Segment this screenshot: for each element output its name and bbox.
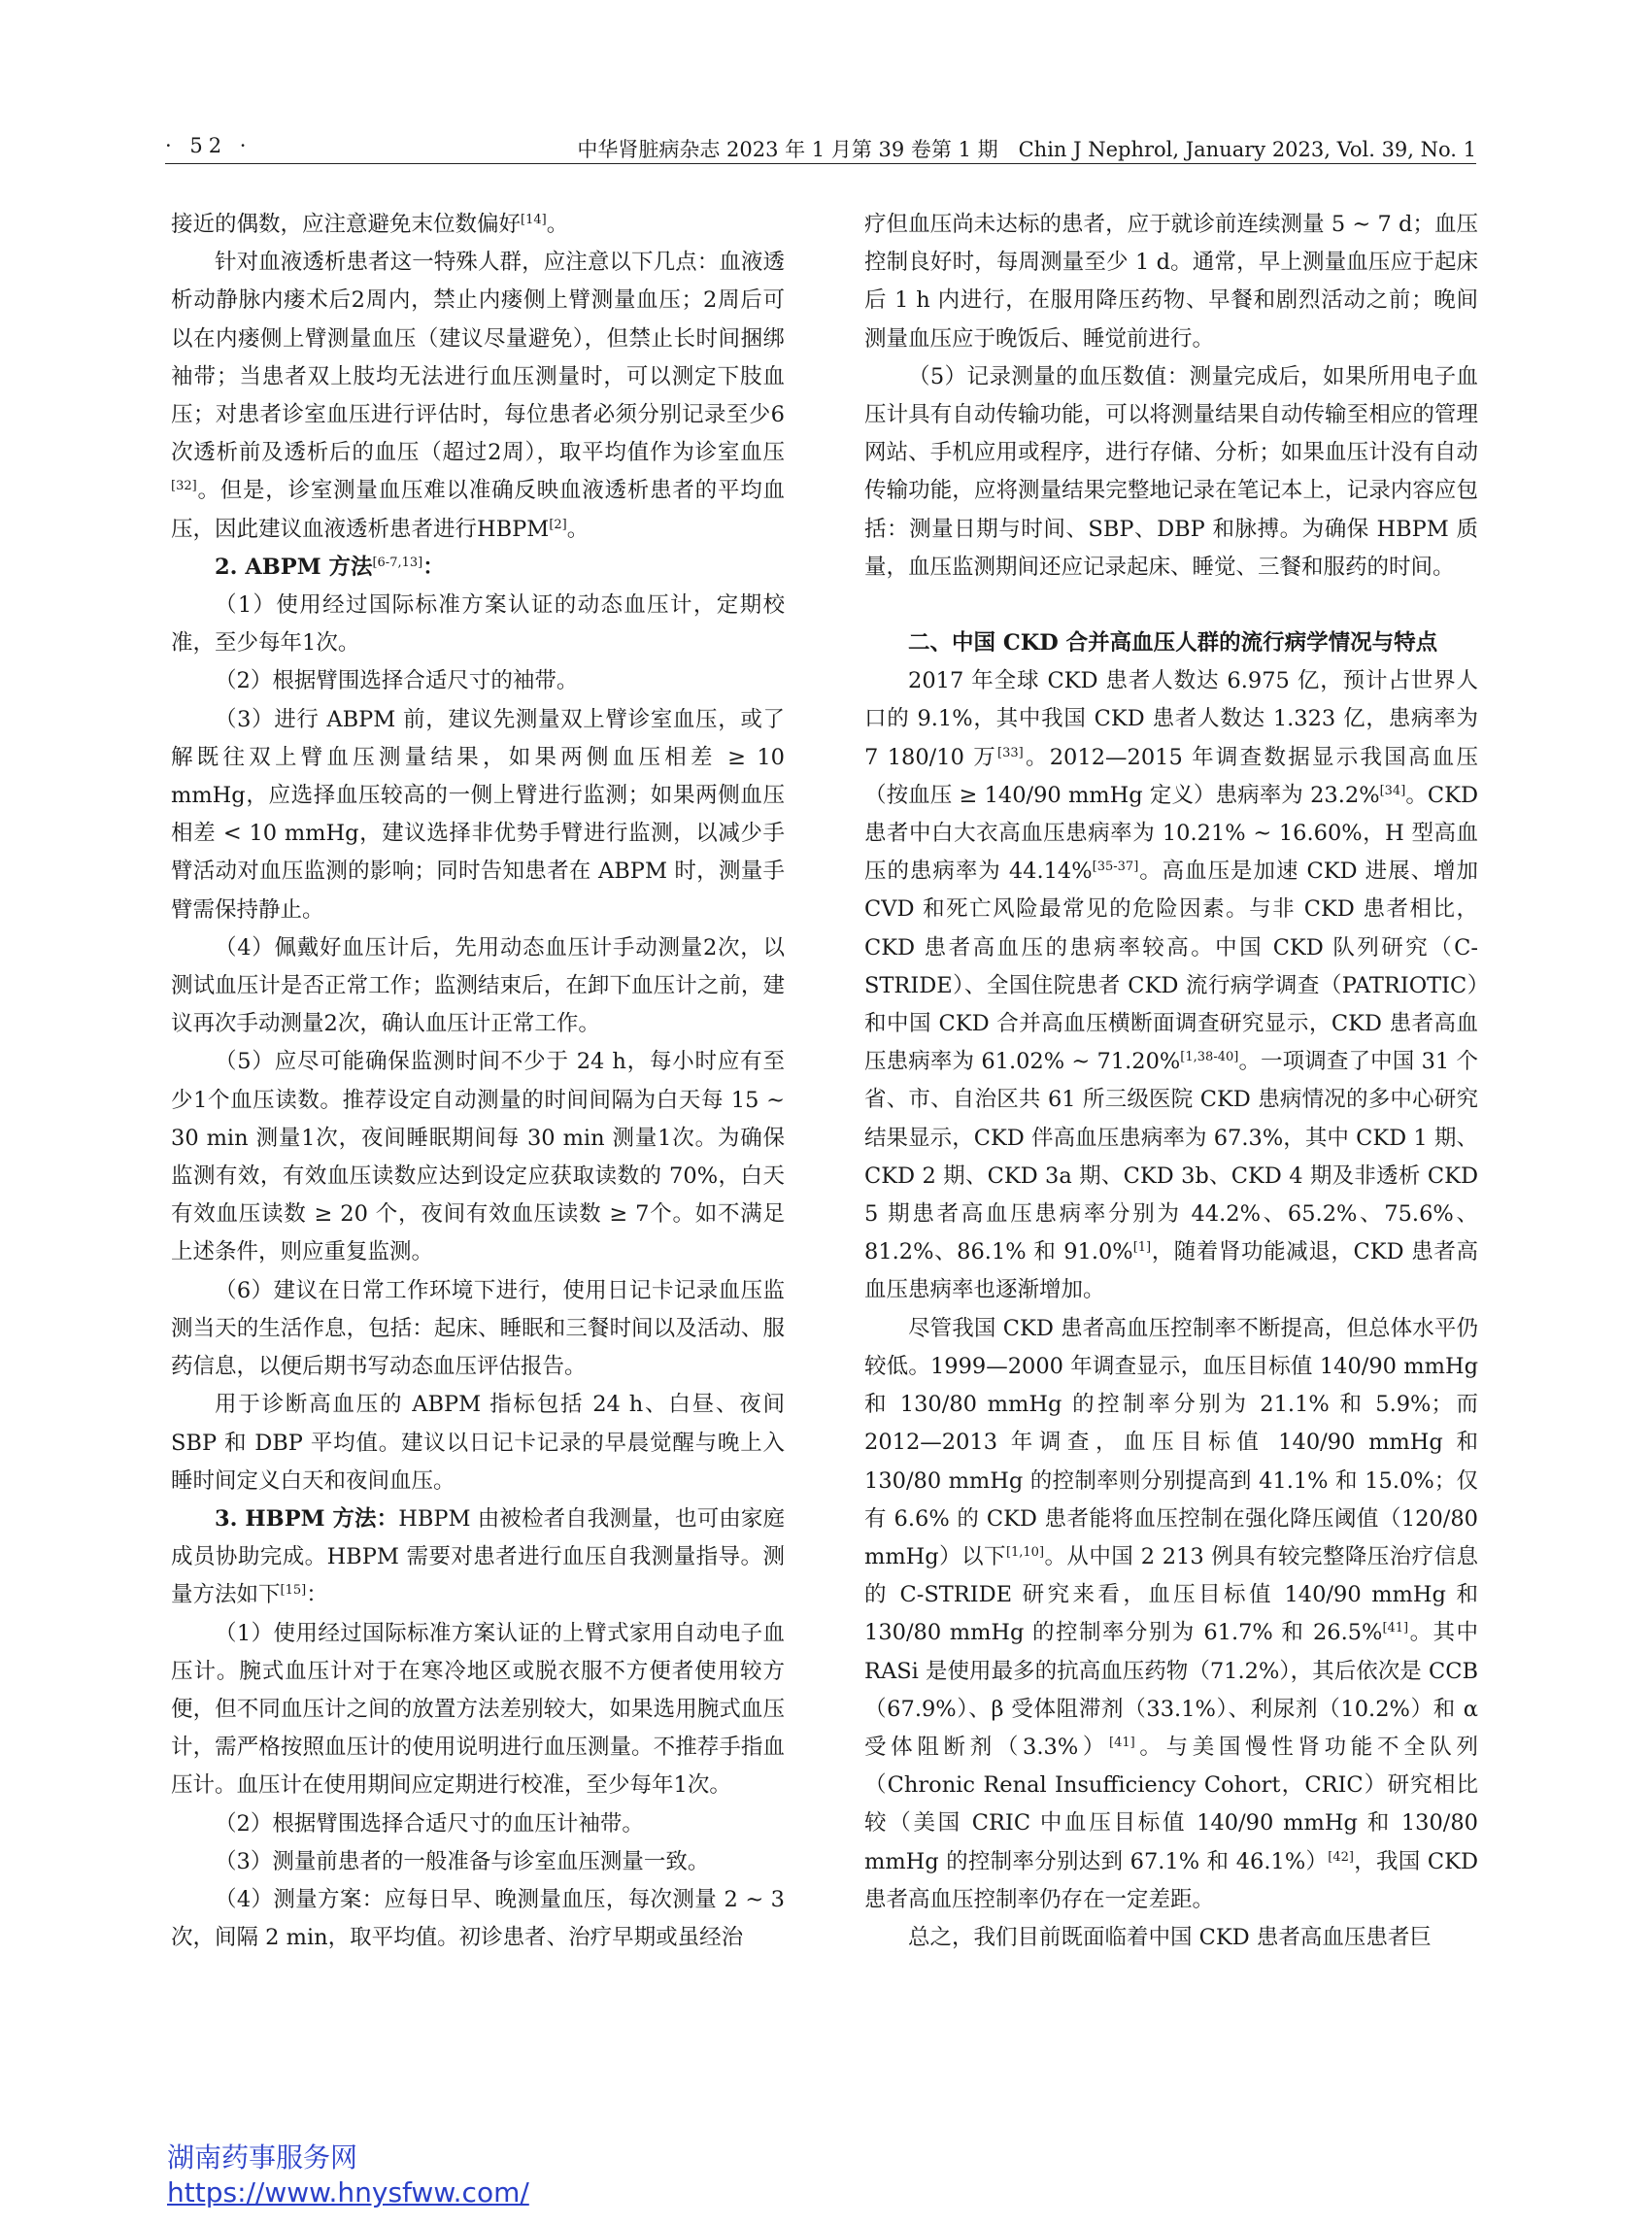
paragraph-continued: 疗但血压尚未达标的患者，应于就诊前连续测量 5 ~ 7 d；血压控制良好时，每周测量至少 1 d。通常，早上测量血压应于起床后 1 h 内进行，在服用降压药物、早餐和剧烈活动之前；晚间测量血压应于晚饭后、睡觉前进行。 — [864, 212, 1478, 352]
citation: [6-7,13] — [372, 555, 423, 570]
abpm-item-6: （6）建议在日常工作环境下进行，使用日记卡记录血压监测当天的生活作息，包括：起床、睡眠和三餐时间以及活动、服药信息，以便后期书写动态血压评估报告。 — [171, 1277, 785, 1380]
citation: [14] — [521, 213, 547, 227]
hbpm-item-1: （1）使用经过国际标准方案认证的上臂式家用自动电子血压计。腕式血压计对于在寒冷地区或脱衣服不方便者使用较方便，但不同血压计之间的放置方法差别较大，如果选用腕式血压计，需严格按照血压计的使用说明进行血压测量。不推荐手指血压计。血压计在使用期间应定期进行校准，至少每年1次。 — [171, 1620, 785, 1799]
citation: [42] — [1328, 1849, 1354, 1865]
abpm-item-1: （1）使用经过国际标准方案认证的动态血压计，定期校准，至少每年1次。 — [171, 592, 785, 657]
citation: [41] — [1382, 1621, 1409, 1636]
citation: [1] — [1132, 1240, 1152, 1256]
watermark-url[interactable]: https://www.hnysfww.com/ — [167, 2176, 529, 2208]
abpm-item-4: （4）佩戴好血压计后，先用动态血压计手动测量2次，以测试血压计是否正常工作；监测结束后，在卸下血压计之前，建议再次手动测量2次，确认血压计正常工作。 — [171, 934, 785, 1037]
citation: [15] — [280, 1583, 307, 1599]
citation: [33] — [997, 745, 1024, 760]
watermark — [167, 2141, 529, 2210]
citation: [1,10] — [1005, 1544, 1045, 1560]
citation: [41] — [1109, 1735, 1135, 1750]
paragraph-prevalence: 2017 年全球 CKD 患者人数达 6.975 亿，预计占世界人口的 9.1%，其中我国 CKD 患者人数达 1.323 亿，患病率为 7 180/10 万[33]。2012—2015 年调查数据显示我国高血压（按血压 ≥ 140/90 mmHg 定义）患病率为 23.2%[34]。CKD 患者中白大衣高血压患病率为 10.21% ~ 16.60%，H 型高血压的患病率为 44.14%[35-37]。高血压是加速 CKD 进展、增加 CVD 和死亡风险最常见的危险因素。与非 CKD 患者相比，CKD 患者高血压的患病率较高。中国 CKD 队列研究（C-STRIDE）、全国住院患者 CKD 流行病学调查（PATRIOTIC）和中国 CKD 合并高血压横断面调查研究显示，CKD 患者高血压患病率为 61.02% ~ 71.20%[1,38-40]。一项调查了中国 31 个省、市、自治区共 61 所三级医院 CKD 患病情况的多中心研究结果显示，CKD 伴高血压患病率为 67.3%，其中 CKD 1 期、CKD 2 期、CKD 3a 期、CKD 3b、CKD 4 期及非透析 CKD 5 期患者高血压患病率分别为 44.2%、65.2%、75.6%、81.2%、86.1% 和 91.0%[1]，随着肾功能减退，CKD 患者高血压患病率也逐渐增加。 — [864, 668, 1478, 1303]
citation: [34] — [1379, 783, 1406, 798]
abpm-item-5: （5）应尽可能确保监测时间不少于 24 h，每小时应有至少1个血压读数。推荐设定自动测量的时间间隔为白天每 15 ~ 30 min 测量1次，夜间睡眠期间每 30 min 测量1次。为确保监测有效，有效血压读数应达到设定应获取读数的 70%，白天有效血压读数 ≥ 20 个，夜间有效血压读数 ≥ 7个。如不满足上述条件，则应重复监测。 — [171, 1049, 785, 1265]
citation: [32] — [171, 479, 197, 494]
right-column — [864, 206, 1478, 1957]
abpm-item-2: （2）根据臂围选择合适尺寸的袖带。 — [215, 668, 579, 694]
watermark-site-name: 湖南药事服务网 — [167, 2141, 358, 2174]
abpm-heading: 2. ABPM 方法[6-7,13]： — [215, 554, 445, 580]
section-heading: 二、中国 CKD 合并高血压人群的流行病学情况与特点 — [908, 630, 1438, 657]
page-number: · 52 · — [165, 134, 253, 157]
hbpm-item-2: （2）根据臂围选择合适尺寸的血压计袖带。 — [215, 1810, 644, 1837]
hbpm-item-4: （4）测量方案：应每日早、晚测量血压，每次测量 2 ~ 3次，间隔 2 min，取平均值。初诊患者、治疗早期或虽经治 — [171, 1886, 785, 1951]
running-header — [165, 128, 1476, 164]
paragraph-control-rate: 尽管我国 CKD 患者高血压控制率不断提高，但总体水平仍较低。1999—2000 年调查显示，血压目标值 140/90 mmHg 和 130/80 mmHg 的控制率分别为 21.1% 和 5.9%；而 2012—2013 年调查，血压目标值 140/90 mmHg 和 130/80 mmHg 的控制率则分别提高到 41.1% 和 15.0%；仅有 6.6% 的 CKD 患者能将血压控制在强化降压阈值（120/80 mmHg）以下[1,10]。从中国 2 213 例具有较完整降压治疗信息的 C-STRIDE 研究来看，血压目标值 140/90 mmHg 和 130/80 mmHg 的控制率分别为 61.7% 和 26.5%[41]。其中 RASi 是使用最多的抗高血压药物（71.2%），其后依次是 CCB（67.9%）、β 受体阻滞剂（33.1%）、利尿剂（10.2%）和 α 受体阻断剂（3.3%）[41]。与美国慢性肾功能不全队列（Chronic Renal Insufficiency Cohort，CRIC）研究相比较（美国 CRIC 中血压目标值 140/90 mmHg 和 130/80 mmHg 的控制率分别达到 67.1% 和 46.1%）[42]，我国 CKD 患者高血压控制率仍存在一定差距。 — [864, 1315, 1479, 1912]
left-column — [171, 206, 785, 1957]
abpm-indicators: 用于诊断高血压的 ABPM 指标包括 24 h、白昼、夜间 SBP 和 DBP 平均值。建议以日记卡记录的早晨觉醒与晚上入睡时间定义白天和夜间血压。 — [171, 1392, 785, 1494]
paragraph-summary: 总之，我们目前既面临着中国 CKD 患者高血压患者巨 — [908, 1924, 1432, 1950]
citation: [35-37] — [1092, 860, 1139, 875]
hbpm-heading: 3. HBPM 方法：HBPM 由被检者自我测量，也可由家庭成员协助完成。HBPM 需要对患者进行血压自我测量指导。测量方法如下[15]： — [171, 1505, 785, 1608]
hbpm-item-3: （3）测量前患者的一般准备与诊室血压测量一致。 — [215, 1848, 710, 1874]
journal-citation: 中华肾脏病杂志 2023 年 1 月第 39 卷第 1 期 Chin J Nephrol, January 2023, Vol. 39, No. 1 — [577, 138, 1476, 161]
paragraph-dialysis: 针对血液透析患者这一特殊人群，应注意以下几点：血液透析动静脉内瘘术后2周内，禁止内瘘侧上臂测量血压；2周后可以在内瘘侧上臂测量血压（建议尽量避免），但禁止长时间捆绑袖带；当患者双上肢均无法进行血压测量时，可以测定下肢血压；对患者诊室血压进行评估时，每位患者必须分别记录至少6次透析前及透析后的血压（超过2周），取平均值作为诊室血压[32]。但是，诊室测量血压难以准确反映血液透析患者的平均血压，因此建议血液透析患者进行HBPM[2]。 — [171, 250, 785, 542]
citation: [1,38-40] — [1180, 1050, 1239, 1065]
hbpm-item-5: （5）记录测量的血压数值：测量完成后，如果所用电子血压计具有自动传输功能，可以将测量结果自动传输至相应的管理网站、手机应用或程序，进行存储、分析；如果血压计没有自动传输功能，应将测量结果完整地记录在笔记本上，记录内容应包括：测量日期与时间、SBP、DBP 和脉搏。为确保 HBPM 质量，血压监测期间还应记录起床、睡觉、三餐和服药的时间。 — [864, 363, 1478, 580]
abpm-item-3: （3）进行 ABPM 前，建议先测量双上臂诊室血压，或了解既往双上臂血压测量结果，如果两侧血压相差 ≥ 10 mmHg，应选择血压较高的一侧上臂进行监测；如果两侧血压相差 < 10 mmHg，建议选择非优势手臂进行监测，以减少手臂活动对血压监测的影响；同时告知患者在 ABPM 时，测量手臂需保持静止。 — [171, 706, 785, 923]
citation: [2] — [549, 517, 567, 532]
paragraph: 接近的偶数，应注意避免末位数偏好[14]。 — [171, 212, 569, 237]
